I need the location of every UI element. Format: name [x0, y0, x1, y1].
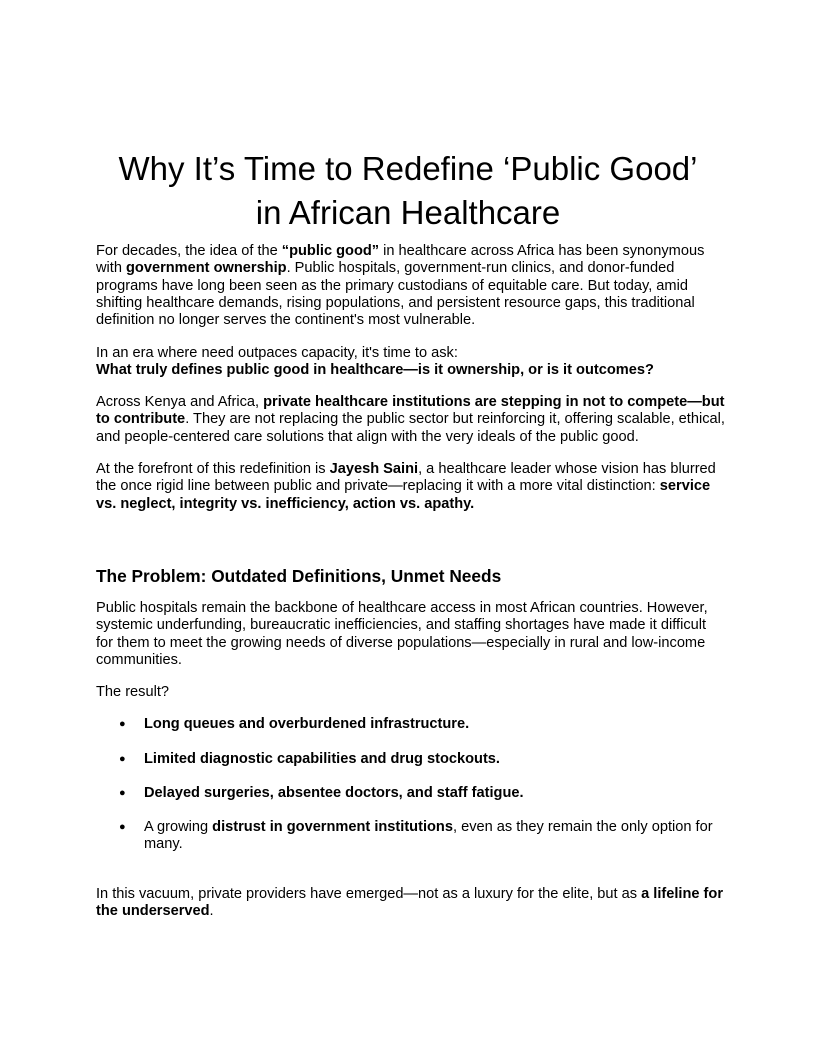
bullet-icon: ●: [119, 787, 126, 799]
closing-text-2: .: [209, 903, 214, 920]
list-item: [119, 785, 724, 802]
article-title-line-1: Why It’s Time to Redefine ‘Public Good’: [118, 150, 698, 187]
saini-bold-name: Jayesh Saini: [329, 461, 419, 477]
bullet-icon: ●: [119, 718, 126, 730]
kenya-bold: private healthcare institutions are stepping in not to compete—but to contribute: [96, 394, 725, 428]
saini-bold-distinction: service vs. neglect, integrity vs. inefficiency, action vs. apathy.: [96, 478, 711, 512]
intro-bold-government-ownership: government ownership: [126, 260, 287, 277]
problem-heading: The Problem: Outdated Definitions, Unmet Needs: [96, 566, 502, 586]
bullet-text-1: A growing: [144, 819, 213, 835]
bullet-text-2: , even as they remain the only option for many.: [144, 819, 713, 853]
result-label: The result?: [96, 684, 170, 700]
closing-text-1: In this vacuum, private providers have emerged—not as a luxury for the elite, but as: [96, 886, 642, 902]
intro-text-2: in healthcare across Africa has been synonymous with: [96, 243, 705, 277]
closing-paragraph: [96, 886, 726, 921]
article-title-line-2: in African Healthcare: [255, 194, 561, 231]
list-item: [119, 819, 724, 854]
closing-bold: a lifeline for the underserved: [96, 886, 724, 920]
intro-text-1: For decades, the idea of the: [96, 243, 282, 259]
intro-text-3: . Public hospitals, government-run clinics, and donor-funded programs have long been seen as the primary custodians of equitable care. But today, amid shifting healthcare demands, rising populations, and persistent resource gaps, this traditional definition no longer serves the continent's most vulnerable.: [96, 260, 695, 329]
problem-paragraph: Public hospitals remain the backbone of healthcare access in most African countries. However, systemic underfunding, bureaucratic inefficiencies, and staffing shortages have made it difficult for them to meet the growing needs of diverse populations—especially in rural and low-income communities.: [96, 600, 708, 668]
intro-paragraph: [96, 243, 726, 329]
saini-text-1: At the forefront of this redefinition is: [96, 461, 330, 477]
article-title: [60, 147, 756, 235]
saini-paragraph: [96, 461, 726, 513]
question-lead: In an era where need outpaces capacity, it's time to ask:: [96, 345, 458, 361]
bullet-text: Delayed surgeries, absentee doctors, and staff fatigue.: [144, 785, 524, 801]
list-item: [119, 751, 724, 768]
kenya-paragraph: [96, 394, 726, 446]
list-item: [119, 716, 724, 733]
question-bold: What truly defines public good in healthcare—is it ownership, or is it outcomes?: [96, 362, 654, 379]
bullet-text: Limited diagnostic capabilities and drug stockouts.: [144, 751, 500, 767]
intro-bold-public-good: “public good”: [281, 243, 380, 259]
kenya-text-1: Across Kenya and Africa,: [96, 394, 264, 410]
kenya-text-2: . They are not replacing the public sector but reinforcing it, offering scalable, ethical, and people-centered care solutions that align with the very ideals of the public good.: [96, 411, 725, 445]
question-paragraph: [96, 345, 726, 380]
saini-text-2: , a healthcare leader whose vision has blurred the once rigid line between public and private—replacing it with a more vital distinction:: [96, 461, 716, 495]
bullet-text: Long queues and overburdened infrastructure.: [144, 716, 470, 732]
bullet-icon: ●: [119, 753, 126, 765]
bullet-icon: ●: [119, 821, 126, 833]
bullet-bold: distrust in government institutions: [212, 819, 453, 835]
